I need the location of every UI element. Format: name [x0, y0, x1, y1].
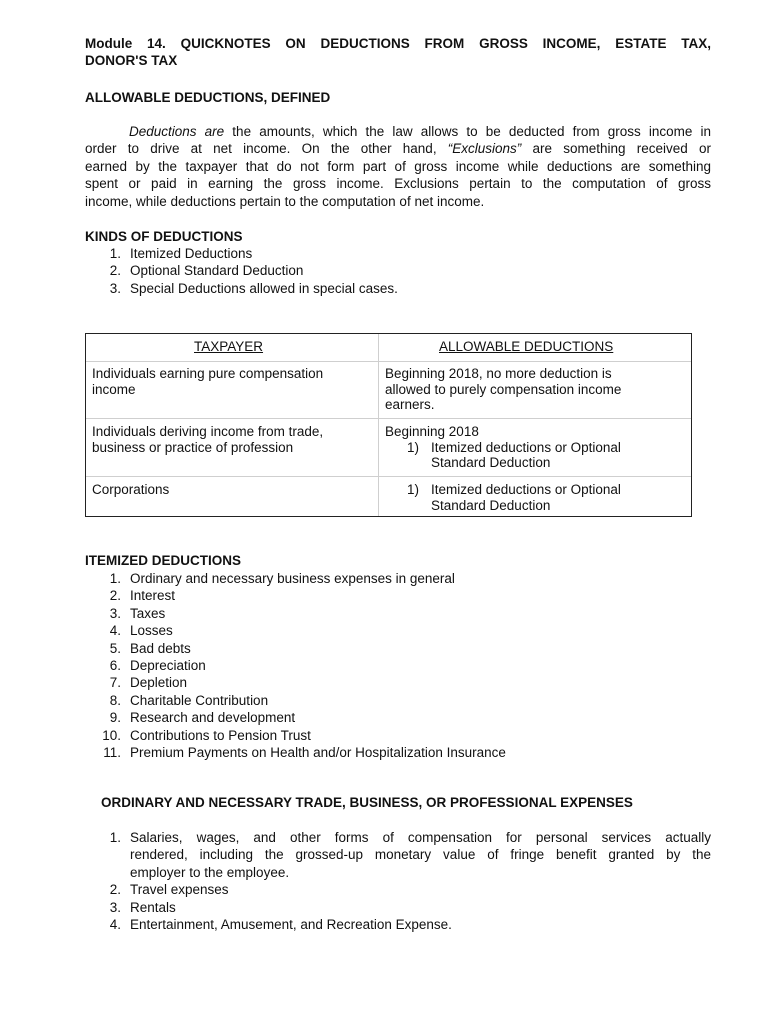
list-number: 6.	[109, 658, 121, 674]
kinds-list	[85, 245, 398, 297]
cell-line: Beginning 2018	[385, 424, 479, 439]
para-line-1	[85, 123, 711, 140]
cell-line: Itemized deductions or Optional	[431, 439, 621, 455]
para-line-1-text: the amounts, which the law allows to be deducted from gross income in	[224, 124, 711, 139]
list-item	[85, 899, 711, 916]
table-header-taxpayer: TAXPAYER	[194, 339, 264, 354]
sub-number: 1)	[407, 482, 420, 497]
list-text-line: rendered, including the grossed-up monetary value of fringe benefit granted by the	[130, 847, 711, 863]
heading-ordinary-expenses: ORDINARY AND NECESSARY TRADE, BUSINESS, OR PROFESSIONAL EXPENSES	[101, 795, 633, 810]
para-line-2a: order to drive at net income. On the other hand,	[85, 141, 448, 157]
list-item	[85, 605, 506, 622]
list-item	[85, 280, 398, 297]
table-cell-r1c1	[92, 366, 323, 397]
list-number: 1.	[109, 246, 121, 261]
table-row-divider	[86, 361, 691, 362]
list-text-line: Salaries, wages, and other forms of compensation for personal services actually	[130, 830, 711, 845]
list-number: 2.	[109, 882, 121, 898]
list-number: 5.	[109, 640, 121, 656]
list-number: 3.	[109, 605, 121, 621]
cell-line: business or practice of profession	[92, 439, 294, 455]
cell-line: Itemized deductions or Optional	[431, 482, 621, 497]
list-item	[85, 674, 506, 691]
list-item	[85, 622, 506, 639]
cell-line: earners.	[385, 397, 435, 412]
list-item	[85, 657, 506, 674]
list-item	[85, 692, 506, 709]
list-number: 7.	[109, 675, 121, 691]
list-item	[85, 709, 506, 726]
table-row-divider	[86, 418, 691, 419]
heading-itemized-deductions: ITEMIZED DEDUCTIONS	[85, 553, 242, 568]
table-row-divider	[86, 476, 691, 477]
list-text: Bad debts	[130, 640, 191, 656]
list-number: 1.	[109, 571, 121, 586]
list-item	[85, 829, 711, 881]
cell-line: Individuals deriving income from trade,	[92, 424, 324, 439]
list-number: 11.	[103, 745, 121, 761]
definition-paragraph	[85, 123, 711, 210]
para-line-3: earned by the taxpayer that do not form part of gross income while deductions are something	[85, 158, 711, 174]
table-cell-r2c2	[385, 424, 621, 471]
cell-sub-item	[385, 482, 621, 498]
list-text: Depreciation	[130, 658, 206, 674]
itemized-list	[85, 570, 506, 761]
list-number: 10.	[102, 727, 121, 743]
cell-line: Corporations	[92, 482, 170, 497]
list-text: Charitable Contribution	[130, 692, 269, 708]
list-item	[85, 916, 711, 933]
list-text: Contributions to Pension Trust	[130, 727, 311, 743]
list-item	[85, 881, 711, 898]
list-item	[85, 727, 506, 744]
cell-line: allowed to purely compensation income	[385, 381, 622, 397]
list-number: 2.	[109, 588, 121, 604]
list-number: 2.	[109, 263, 121, 279]
list-text: Losses	[130, 623, 173, 639]
table-cell-r3c2	[385, 482, 621, 513]
list-text: Research and development	[130, 710, 296, 726]
list-text: Entertainment, Amusement, and Recreation Expense.	[130, 917, 452, 933]
list-number: 3.	[109, 280, 121, 296]
list-number: 9.	[109, 710, 121, 726]
list-number: 8.	[109, 692, 121, 708]
list-text-line: employer to the employee.	[130, 864, 290, 880]
list-item	[85, 245, 398, 262]
list-item	[85, 570, 506, 587]
list-number: 3.	[109, 899, 121, 915]
cell-line: Individuals earning pure compensation	[92, 366, 324, 381]
cell-line: Beginning 2018, no more deduction is	[385, 366, 612, 381]
list-item	[85, 640, 506, 657]
list-item	[85, 744, 506, 761]
para-line-2	[85, 140, 711, 157]
italic-deductions-are: Deductions are	[129, 124, 225, 139]
heading-allowable-deductions: ALLOWABLE DEDUCTIONS, DEFINED	[85, 90, 331, 105]
list-item	[85, 262, 398, 279]
table-cell-r3c1	[92, 482, 169, 498]
ordinary-expenses-list	[85, 829, 711, 933]
list-number: 4.	[109, 917, 121, 933]
page-title	[85, 35, 711, 69]
deductions-table	[85, 333, 692, 517]
list-text: Rentals	[130, 899, 176, 915]
list-text: Premium Payments on Health and/or Hospitalization Insurance	[130, 745, 506, 761]
list-text: Special Deductions allowed in special cases.	[130, 280, 398, 296]
list-text: Interest	[130, 588, 176, 604]
list-text: Ordinary and necessary business expenses in general	[130, 571, 455, 586]
list-number: 1.	[109, 830, 121, 845]
para-line-4: spent or paid in earning the gross income. Exclusions pertain to the computation of gross	[85, 176, 711, 192]
list-text: Taxes	[130, 605, 166, 621]
sub-number: 1)	[407, 439, 420, 455]
heading-kinds-of-deductions: KINDS OF DEDUCTIONS	[85, 229, 243, 244]
list-text: Itemized Deductions	[130, 246, 253, 261]
title-line-1: Module 14. QUICKNOTES ON DEDUCTIONS FROM GROSS INCOME, ESTATE TAX,	[85, 36, 711, 51]
list-item	[85, 587, 506, 604]
title-line-2: DONOR'S TAX	[85, 53, 178, 68]
list-number: 4.	[109, 623, 121, 639]
list-text: Depletion	[130, 675, 188, 691]
italic-exclusions: “Exclusions”	[447, 141, 522, 157]
list-text: Travel expenses	[130, 882, 229, 898]
table-header-allowable: ALLOWABLE DEDUCTIONS	[439, 339, 614, 354]
list-text: Optional Standard Deduction	[130, 263, 304, 279]
para-line-2b: are something received or	[521, 141, 711, 157]
cell-line: Standard Deduction	[431, 455, 551, 470]
cell-line: Standard Deduction	[431, 497, 551, 513]
cell-sub-item	[385, 440, 621, 456]
table-cell-r1c2	[385, 366, 621, 413]
para-line-5: income, while deductions pertain to the computation of net income.	[85, 193, 485, 209]
table-cell-r2c1	[92, 424, 323, 455]
cell-line: income	[92, 381, 136, 397]
